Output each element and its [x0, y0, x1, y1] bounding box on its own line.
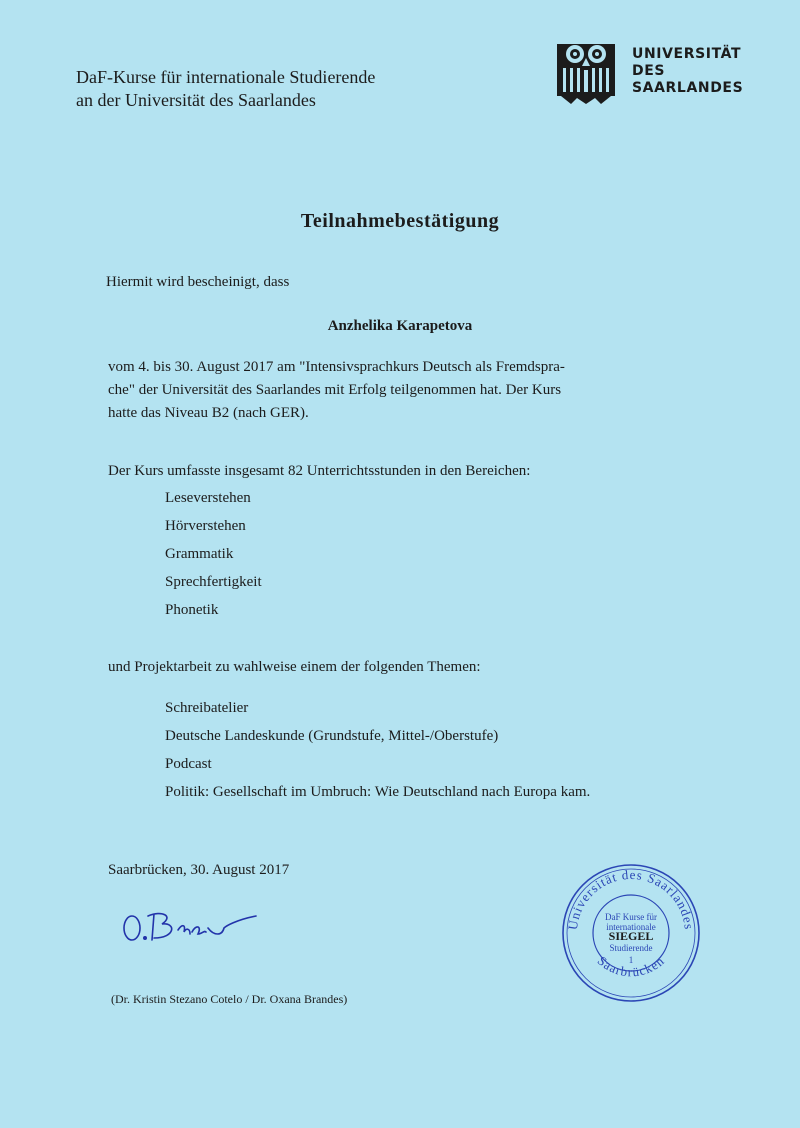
area-item: Sprechfertigkeit [165, 574, 262, 590]
university-seal [560, 862, 702, 1004]
header-line-2: an der Universität des Saarlandes [76, 90, 316, 110]
course-intro: Der Kurs umfasste insgesamt 82 Unterrichtsstunden in den Bereichen: [108, 463, 531, 479]
area-item: Grammatik [165, 546, 234, 562]
seal-bottom-text: Saarbrücken [594, 952, 668, 980]
area-item: Hörverstehen [165, 518, 246, 534]
course-paragraph [108, 356, 565, 425]
logo-line-1: UNIVERSITÄT [632, 46, 742, 62]
seal-outer-text: Universität des Saarlandes [564, 866, 697, 931]
paragraph-line: vom 4. bis 30. August 2017 am "Intensivsprachkurs Deutsch als Fremdspra- [108, 359, 565, 375]
seal-number: 1 [628, 955, 634, 965]
university-logo-text [632, 46, 743, 97]
logo-line-2: DES [632, 63, 666, 79]
participant-name: Anzhelika Karapetova [327, 318, 473, 334]
area-item: Leseverstehen [165, 490, 251, 506]
signers: (Dr. Kristin Stezano Cotelo / Dr. Oxana Brandes) [111, 992, 348, 1006]
paragraph-line: hatte das Niveau B2 (nach GER). [108, 405, 309, 421]
logo-line-3: SAARLANDES [632, 80, 744, 96]
document-title: Teilnahmebestätigung [300, 210, 500, 232]
area-item: Phonetik [165, 602, 219, 618]
handwritten-signature [118, 906, 266, 948]
header-line-1: DaF-Kurse für internationale Studierende [76, 67, 376, 87]
owl-logo-icon [553, 38, 619, 106]
intro-text: Hiermit wird bescheinigt, dass [106, 274, 290, 290]
place-date: Saarbrücken, 30. August 2017 [108, 862, 290, 878]
seal-inner-line-2: internationale [606, 922, 656, 932]
seal-label: SIEGEL [608, 929, 654, 943]
topic-item: Podcast [165, 756, 212, 772]
project-intro: und Projektarbeit zu wahlweise einem der folgenden Themen: [108, 659, 481, 675]
paragraph-line: che" der Universität des Saarlandes mit Erfolg teilgenommen hat. Der Kurs [108, 382, 562, 398]
seal-inner-line-1: DaF Kurse für [605, 912, 657, 922]
seal-inner-line-3: Studierende [609, 943, 653, 953]
topic-item: Schreibatelier [165, 700, 249, 716]
topic-item: Deutsche Landeskunde (Grundstufe, Mittel-/Oberstufe) [165, 728, 499, 744]
topic-item: Politik: Gesellschaft im Umbruch: Wie Deutschland nach Europa kam. [165, 784, 591, 800]
